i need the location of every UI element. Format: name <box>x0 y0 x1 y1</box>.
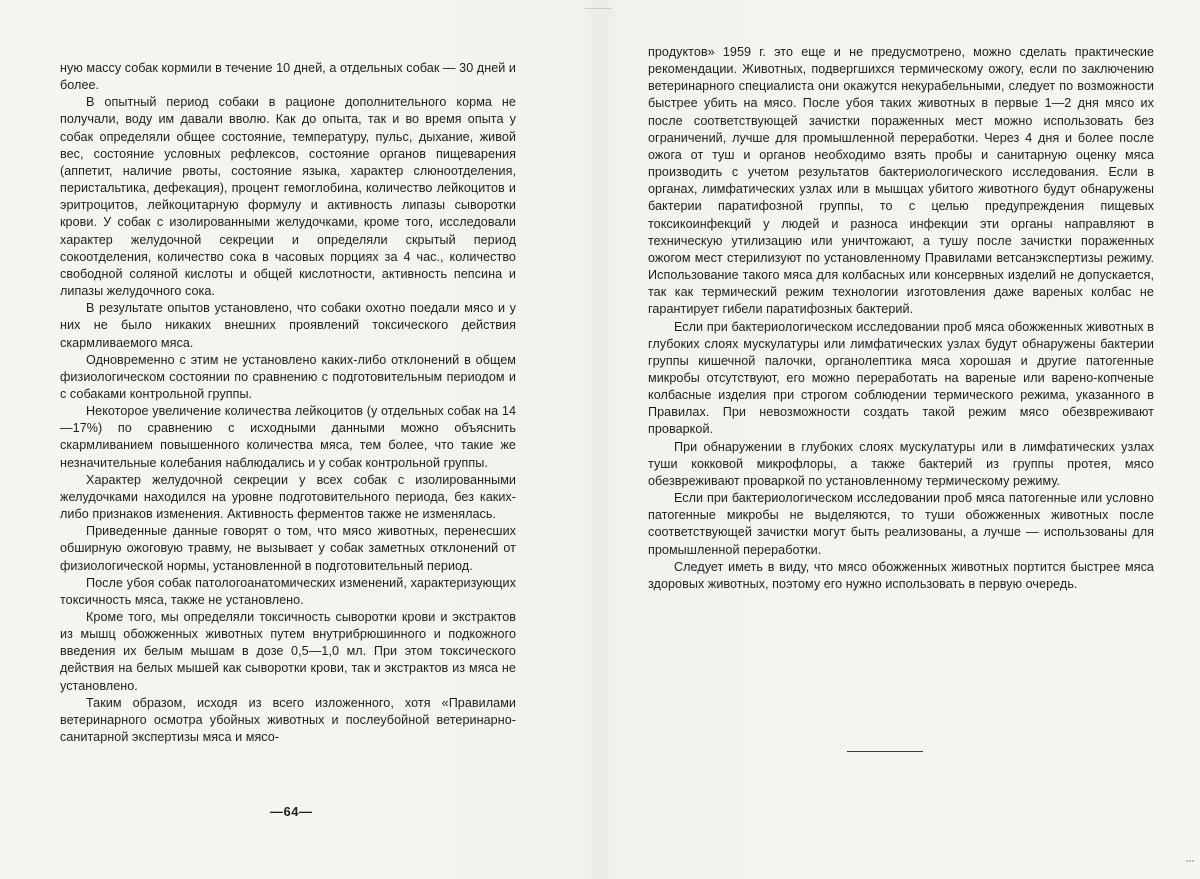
paragraph: В опытный период собаки в рационе дополнительного корма не получали, воду им давали вволю. Как до опыта, так и во время опыта у собак определяли общее состояние, температуру, пульс, дыхание, живой вес, состояние условных рефлексов, состояние органов пищеварения (аппетит, наличие рвоты, состояние языка, характер слюноотделения, перистальтика, дефекация), процент гемоглобина, количество лейкоцитов и эритроцитов, лейкоцитарную формулу и активность липазы сыворотки крови. У собак с изолированными желудочками, кроме того, исследовали характер желудочной секреции и определяли скрытый период сокоотделения, количество сока в часовых порциях за 4 час., количество свободной соляной кислоты и общей кислотности, активность пепсина и липазы желудочного сока. <box>60 95 516 299</box>
paragraph: Если при бактериологическом исследовании проб мяса обожженных животных в глубоких слоях мускулатуры или лимфатических узлах будут обнаружены бактерии группы кишечной палочки, органолептика мяса хорошая и другие патогенные микробы отсутствуют, его можно переработать на вареные или варено-копченые колбасные изделия при строгом соблюдении термического режима, указанного в Правилах. При невозможности создать такой режим мясо обезвреживают проваркой. <box>648 319 1154 437</box>
paragraph: Таким образом, исходя из всего изложенного, хотя «Правилами ветеринарного осмотра убойных животных и послеубойной ветеринарно-санитарной экспертизы мяса и мясо- <box>60 695 516 745</box>
paragraph: Если при бактериологическом исследовании проб мяса патогенные или условно патогенные микробы не выделяются, то туши обожженных животных после соответствующей зачистки могут быть реализованы, а лучше — использованы для промышленной переработки. <box>648 491 1154 557</box>
left-text-column <box>60 60 516 746</box>
section-end-rule <box>847 751 923 752</box>
paragraph: Следует иметь в виду, что мясо обожженных животных портится быстрее мяса здоровых животных, поэтому его нужно использовать в первую очередь. <box>648 559 1154 591</box>
paragraph: После убоя собак патологоанатомических изменений, характеризующих токсичность мяса, также не установлено. <box>60 575 516 607</box>
scan-mark <box>1186 860 1194 862</box>
page-number: —64— <box>270 804 313 819</box>
right-text-column <box>648 44 1154 593</box>
paragraph: Кроме того, мы определяли токсичность сыворотки крови и экстрактов из мышц обожженных животных путем внутрибрюшинного и подкожного введения их белым мышам в дозе 0,5—1,0 мл. При этом токсического действия на белых мышей как сыворотки крови, так и экстрактов из мяса не установлено. <box>60 610 516 693</box>
paragraph: продуктов» 1959 г. это еще и не предусмотрено, можно сделать практические рекомендации. Животных, подвергшихся термическому ожогу, если по заключению ветеринарного специалиста они окажутся некурабельными, следует по возможности быстрее убить на мясо. После убоя таких животных в первые 1—2 дня мясо их после соответствующей зачистки пораженных мест можно использовать без ограничений, лучше для промышленной переработки. Через 4 дня и более после ожога от туш и органов необходимо взять пробы и санитарную оценку мяса производить с учетом результатов бактериологического исследования. Если в органах, лимфатических узлах или в мышцах убитого животного будут обнаружены бактерии паратифозной группы, то с целью предупреждения пищевых токсикоинфекций у людей и разноса инфекции эти органы направляют в техническую утилизацию или уничтожают, а тушу после зачистки пораженных ожогом мест стерилизуют по установленному Правилами ветсанэкспертизы режиму. Использование такого мяса для колбасных или консервных изделий не допускается, так как термический режим технологии изготовления даже вареных колбас не гарантирует гибели паратифозных бактерий. <box>648 45 1154 317</box>
paragraph: При обнаружении в глубоких слоях мускулатуры или в лимфатических узлах туши кокковой микрофлоры, а также бактерий из группы протея, мясо обезвреживают проваркой по установленному термическому режиму. <box>648 439 1154 488</box>
paragraph: ную массу собак кормили в течение 10 дней, а отдельных собак — 30 дней и более. <box>60 61 516 93</box>
paragraph: Некоторое увеличение количества лейкоцитов (у отдельных собак на 14—17%) по сравнению с исходными данными можно объяснить скармливанием повышенного количества мяса, тем более, что такие же незначительные колебания наблюдались и у собак контрольной группы. <box>60 404 516 470</box>
paragraph: Одновременно с этим не установлено каких-либо отклонений в общем физиологическом состоянии по сравнению с подготовительным периодом и с собаками контрольной группы. <box>60 352 516 401</box>
paragraph: Приведенные данные говорят о том, что мясо животных, перенесших обширную ожоговую травму, не вызывает у собак заметных отклонений от физиологической нормы, установленной в подготовительный период. <box>60 524 516 573</box>
right-page <box>600 0 1200 879</box>
paragraph: В результате опытов установлено, что собаки охотно поедали мясо и у них не было никаких внешних проявлений токсического действия скармливаемого мяса. <box>60 301 516 350</box>
paragraph: Характер желудочной секреции у всех собак с изолированными желудочками находился на уровне подготовительного периода, без каких-либо признаков изменения. Активность ферментов также не изменялась. <box>60 472 516 522</box>
